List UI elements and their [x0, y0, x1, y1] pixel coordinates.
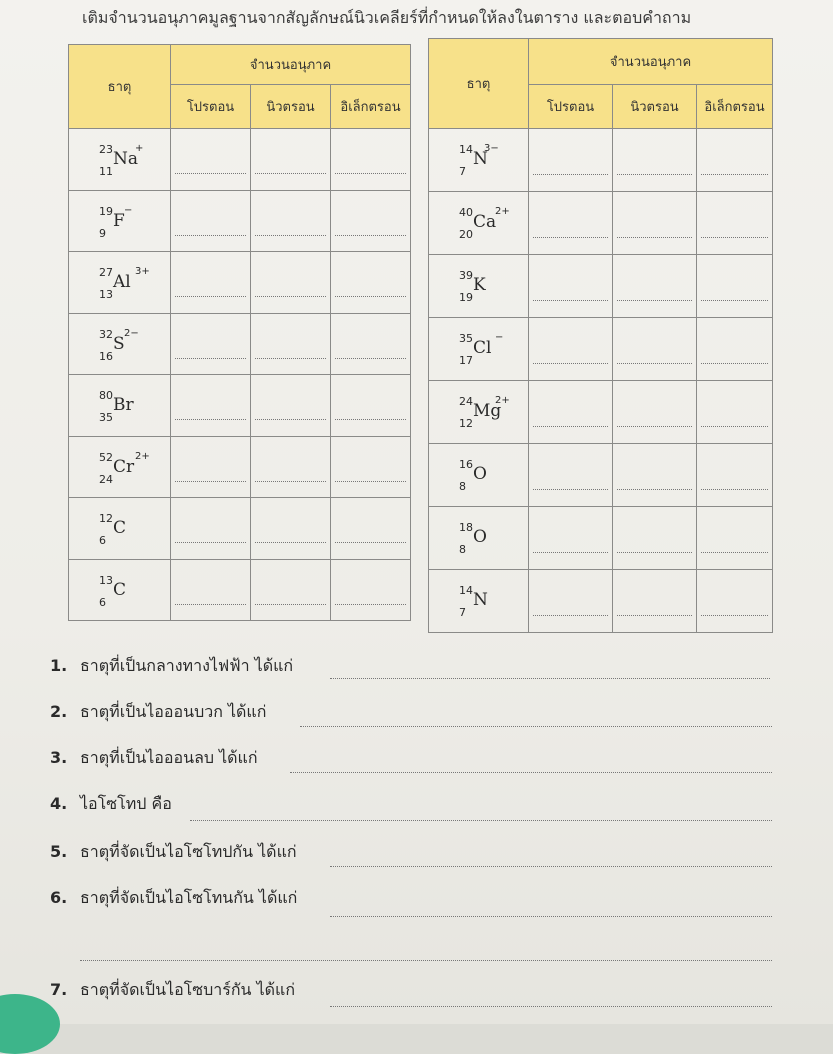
answer-dotted-line	[533, 363, 608, 364]
answer-dotted-line	[175, 173, 246, 174]
table-row	[429, 570, 773, 633]
atomic-number: 16	[99, 349, 113, 363]
table-row	[429, 381, 773, 444]
mass-number: 32	[99, 327, 113, 341]
proton-answer-cell[interactable]	[529, 255, 613, 318]
table-row	[429, 318, 773, 381]
nuclear-symbol	[451, 143, 511, 181]
neutron-answer-cell[interactable]	[251, 129, 331, 191]
atomic-number: 6	[99, 595, 106, 609]
nuclear-symbol	[451, 332, 511, 370]
answer-dotted-line	[617, 174, 692, 175]
electron-answer-cell[interactable]	[331, 190, 411, 252]
answer-dotted-line	[335, 542, 406, 543]
element-symbol: Br	[113, 395, 134, 415]
electron-answer-cell[interactable]	[697, 192, 773, 255]
answer-dotted-line	[617, 237, 692, 238]
proton-answer-cell[interactable]	[171, 436, 251, 498]
element-symbol-cell	[429, 381, 529, 444]
nuclear-symbol	[451, 584, 511, 622]
particle-table-right	[428, 38, 773, 633]
answer-dotted-line	[617, 426, 692, 427]
answer-dotted-line	[255, 235, 326, 236]
nuclear-symbol	[91, 512, 151, 550]
answer-dotted-line	[533, 174, 608, 175]
element-symbol: Al	[113, 272, 131, 292]
ion-charge: −	[124, 204, 133, 216]
neutron-answer-cell[interactable]	[251, 436, 331, 498]
neutron-answer-cell[interactable]	[613, 444, 697, 507]
proton-answer-cell[interactable]	[529, 444, 613, 507]
electron-answer-cell[interactable]	[697, 444, 773, 507]
element-symbol-cell	[429, 192, 529, 255]
nuclear-symbol	[451, 395, 511, 433]
mass-number: 16	[459, 458, 473, 471]
element-symbol: Cr	[113, 456, 135, 477]
table-row	[69, 498, 411, 560]
atomic-number: 7	[459, 606, 466, 619]
answer-dotted-line	[255, 481, 326, 482]
table-row	[429, 507, 773, 570]
question-item: 4. ไอโซโทป คือ	[50, 794, 172, 813]
mass-number: 52	[99, 450, 113, 464]
ion-charge: 2+	[495, 395, 510, 406]
header-electron: อิเล็กตรอน	[697, 85, 773, 129]
neutron-answer-cell[interactable]	[613, 507, 697, 570]
element-symbol: S	[113, 333, 125, 354]
atomic-number: 13	[99, 288, 113, 301]
element-symbol: Ca	[473, 212, 497, 232]
nuclear-symbol	[91, 266, 151, 304]
ion-charge: 2+	[135, 450, 150, 462]
neutron-answer-cell[interactable]	[251, 498, 331, 560]
element-symbol: K	[473, 275, 486, 295]
answer-dotted-line	[617, 615, 692, 616]
answer-dotted-line	[255, 296, 326, 297]
mass-number: 80	[99, 389, 113, 402]
table-row	[69, 313, 411, 375]
electron-answer-cell[interactable]	[697, 318, 773, 381]
electron-answer-cell[interactable]	[697, 129, 773, 192]
atomic-number: 24	[99, 472, 113, 486]
nuclear-symbol	[451, 269, 511, 307]
answer-dotted-line	[617, 489, 692, 490]
element-symbol: N	[473, 590, 488, 610]
element-symbol: Mg	[473, 401, 502, 421]
proton-answer-cell[interactable]	[171, 313, 251, 375]
answer-dotted-line	[335, 604, 406, 605]
element-symbol: N	[473, 149, 488, 169]
atomic-number: 12	[459, 417, 473, 430]
header-neutron: นิวตรอน	[613, 85, 697, 129]
nuclear-symbol	[91, 389, 151, 427]
element-symbol: Cl	[473, 338, 492, 358]
electron-answer-cell[interactable]	[697, 507, 773, 570]
answer-dotted-line	[701, 615, 768, 616]
answer-dotted-line	[255, 173, 326, 174]
answer-dotted-line	[175, 358, 246, 359]
green-object-corner	[0, 994, 60, 1054]
answer-dotted-line	[175, 542, 246, 543]
ion-charge: −	[495, 332, 504, 343]
atomic-number: 6	[99, 534, 106, 547]
table-row	[69, 559, 411, 621]
nuclear-symbol	[91, 143, 151, 181]
answer-dotted-line	[617, 363, 692, 364]
ion-charge: 2+	[495, 206, 510, 217]
answer-dotted-line	[533, 237, 608, 238]
answer-dotted-line	[255, 542, 326, 543]
header-particle-count: จำนวนอนุภาค	[171, 45, 411, 85]
table-row	[69, 375, 411, 437]
nuclear-symbol	[91, 205, 151, 243]
answer-dotted-line	[175, 419, 246, 420]
proton-answer-cell[interactable]	[171, 498, 251, 560]
answer-line[interactable]	[330, 1006, 772, 1007]
electron-answer-cell[interactable]	[331, 436, 411, 498]
element-symbol-cell	[69, 129, 171, 191]
answer-dotted-line	[335, 419, 406, 420]
atomic-number: 8	[459, 543, 466, 556]
mass-number: 35	[459, 332, 473, 345]
mass-number: 19	[99, 204, 113, 218]
proton-answer-cell[interactable]	[171, 559, 251, 621]
table-row	[69, 436, 411, 498]
atomic-number: 20	[459, 228, 473, 241]
element-symbol: Na	[113, 149, 139, 169]
element-symbol-cell	[69, 436, 171, 498]
mass-number: 23	[99, 143, 113, 156]
proton-answer-cell[interactable]	[529, 192, 613, 255]
element-symbol-cell	[69, 375, 171, 437]
worksheet-instruction: เติมจำนวนอนุภาคมูลฐานจากสัญลักษณ์นิวเคลียร์ที่กำหนดให้ลงในตาราง และตอบคำถาม	[82, 8, 692, 27]
answer-dotted-line	[175, 235, 246, 236]
answer-dotted-line	[335, 235, 406, 236]
element-symbol: O	[473, 464, 487, 484]
proton-answer-cell[interactable]	[171, 252, 251, 314]
mass-number: 24	[459, 395, 473, 408]
electron-answer-cell[interactable]	[697, 570, 773, 633]
element-symbol: F	[113, 210, 125, 231]
element-symbol-cell	[429, 318, 529, 381]
answer-line[interactable]	[290, 772, 772, 773]
atomic-number: 11	[99, 165, 113, 178]
electron-answer-cell[interactable]	[331, 252, 411, 314]
answer-dotted-line	[701, 300, 768, 301]
answer-dotted-line	[175, 296, 246, 297]
electron-answer-cell[interactable]	[697, 255, 773, 318]
element-symbol-cell	[69, 190, 171, 252]
question-item: 5. ธาตุที่จัดเป็นไอโซโทปกัน ได้แก่	[50, 842, 297, 861]
mass-number: 39	[459, 269, 473, 282]
particle-table-left	[68, 44, 411, 621]
proton-answer-cell[interactable]	[529, 318, 613, 381]
mass-number: 14	[459, 584, 473, 597]
neutron-answer-cell[interactable]	[251, 252, 331, 314]
answer-dotted-line	[175, 604, 246, 605]
ion-charge: 2−	[124, 327, 139, 339]
question-item: 1. ธาตุที่เป็นกลางทางไฟฟ้า ได้แก่	[50, 656, 294, 675]
element-symbol-cell	[429, 444, 529, 507]
nuclear-symbol	[91, 328, 151, 366]
proton-answer-cell[interactable]	[529, 381, 613, 444]
electron-answer-cell[interactable]	[331, 313, 411, 375]
nuclear-symbol	[451, 458, 511, 496]
nuclear-symbol	[451, 521, 511, 559]
answer-dotted-line	[533, 300, 608, 301]
answer-dotted-line	[175, 481, 246, 482]
electron-answer-cell[interactable]	[331, 129, 411, 191]
question-item: 2. ธาตุที่เป็นไอออนบวก ได้แก่	[50, 702, 267, 721]
answer-dotted-line	[533, 615, 608, 616]
element-symbol-cell	[429, 507, 529, 570]
ion-charge: 3+	[135, 266, 150, 277]
atomic-number: 35	[99, 411, 113, 424]
mass-number: 13	[99, 573, 113, 587]
answer-dotted-line	[533, 552, 608, 553]
header-element: ธาตุ	[429, 39, 529, 129]
answer-dotted-line	[533, 489, 608, 490]
answer-line[interactable]	[190, 820, 772, 821]
nuclear-symbol	[91, 574, 151, 612]
proton-answer-cell[interactable]	[529, 129, 613, 192]
answer-dotted-line	[335, 296, 406, 297]
element-symbol: C	[113, 579, 127, 600]
element-symbol-cell	[429, 570, 529, 633]
question-item: 6. ธาตุที่จัดเป็นไอโซโทนกัน ได้แก่	[50, 888, 298, 907]
nuclear-symbol	[451, 206, 511, 244]
answer-dotted-line	[701, 363, 768, 364]
header-proton: โปรตอน	[529, 85, 613, 129]
mass-number: 18	[459, 521, 473, 534]
table-row	[429, 129, 773, 192]
atomic-number: 17	[459, 354, 473, 367]
element-symbol-cell	[69, 498, 171, 560]
answer-dotted-line	[617, 300, 692, 301]
answer-dotted-line	[701, 489, 768, 490]
answer-dotted-line	[701, 174, 768, 175]
neutron-answer-cell[interactable]	[251, 190, 331, 252]
neutron-answer-cell[interactable]	[251, 559, 331, 621]
question-item: 3. ธาตุที่เป็นไอออนลบ ได้แก่	[50, 748, 258, 767]
atomic-number: 7	[459, 165, 466, 178]
table-row	[429, 192, 773, 255]
neutron-answer-cell[interactable]	[613, 318, 697, 381]
element-symbol: O	[473, 527, 487, 547]
atomic-number: 9	[99, 226, 106, 240]
electron-answer-cell[interactable]	[697, 381, 773, 444]
neutron-answer-cell[interactable]	[613, 192, 697, 255]
answer-dotted-line	[617, 552, 692, 553]
answer-line[interactable]	[330, 916, 772, 917]
table-row	[69, 252, 411, 314]
answer-dotted-line	[533, 426, 608, 427]
mass-number: 14	[459, 143, 473, 156]
table-row	[429, 444, 773, 507]
neutron-answer-cell[interactable]	[613, 129, 697, 192]
electron-answer-cell[interactable]	[331, 559, 411, 621]
electron-answer-cell[interactable]	[331, 375, 411, 437]
electron-answer-cell[interactable]	[331, 498, 411, 560]
answer-dotted-line	[255, 358, 326, 359]
answer-line[interactable]	[300, 726, 772, 727]
atomic-number: 8	[459, 480, 466, 493]
neutron-answer-cell[interactable]	[613, 255, 697, 318]
neutron-answer-cell[interactable]	[251, 375, 331, 437]
header-neutron: นิวตรอน	[251, 85, 331, 129]
neutron-answer-cell[interactable]	[613, 570, 697, 633]
mass-number: 27	[99, 266, 113, 279]
element-symbol-cell	[69, 313, 171, 375]
header-element: ธาตุ	[69, 45, 171, 129]
element-symbol-cell	[429, 129, 529, 192]
answer-line[interactable]	[330, 678, 770, 679]
table-row	[69, 129, 411, 191]
header-electron: อิเล็กตรอน	[331, 85, 411, 129]
proton-answer-cell[interactable]	[171, 129, 251, 191]
ion-charge: +	[135, 143, 144, 154]
answer-dotted-line	[335, 481, 406, 482]
element-symbol: C	[113, 518, 127, 538]
element-symbol-cell	[69, 559, 171, 621]
element-symbol-cell	[69, 252, 171, 314]
mass-number: 12	[99, 512, 113, 525]
proton-answer-cell[interactable]	[171, 190, 251, 252]
answer-dotted-line	[701, 552, 768, 553]
neutron-answer-cell[interactable]	[613, 381, 697, 444]
atomic-number: 19	[459, 291, 473, 304]
proton-answer-cell[interactable]	[529, 570, 613, 633]
mass-number: 40	[459, 206, 473, 219]
element-symbol-cell	[429, 255, 529, 318]
neutron-answer-cell[interactable]	[251, 313, 331, 375]
table-row	[69, 190, 411, 252]
answer-dotted-line	[701, 426, 768, 427]
proton-answer-cell[interactable]	[529, 507, 613, 570]
answer-dotted-line	[255, 604, 326, 605]
answer-dotted-line	[701, 237, 768, 238]
proton-answer-cell[interactable]	[171, 375, 251, 437]
answer-dotted-line	[335, 173, 406, 174]
answer-line[interactable]	[330, 866, 772, 867]
question-item: 7. ธาตุที่จัดเป็นไอโซบาร์กัน ได้แก่	[50, 980, 296, 999]
nuclear-symbol	[91, 451, 151, 489]
header-particle-count: จำนวนอนุภาค	[529, 39, 773, 85]
ion-charge: 3−	[484, 143, 499, 154]
answer-line[interactable]	[80, 960, 772, 961]
header-proton: โปรตอน	[171, 85, 251, 129]
table-row	[429, 255, 773, 318]
answer-dotted-line	[335, 358, 406, 359]
answer-dotted-line	[255, 419, 326, 420]
